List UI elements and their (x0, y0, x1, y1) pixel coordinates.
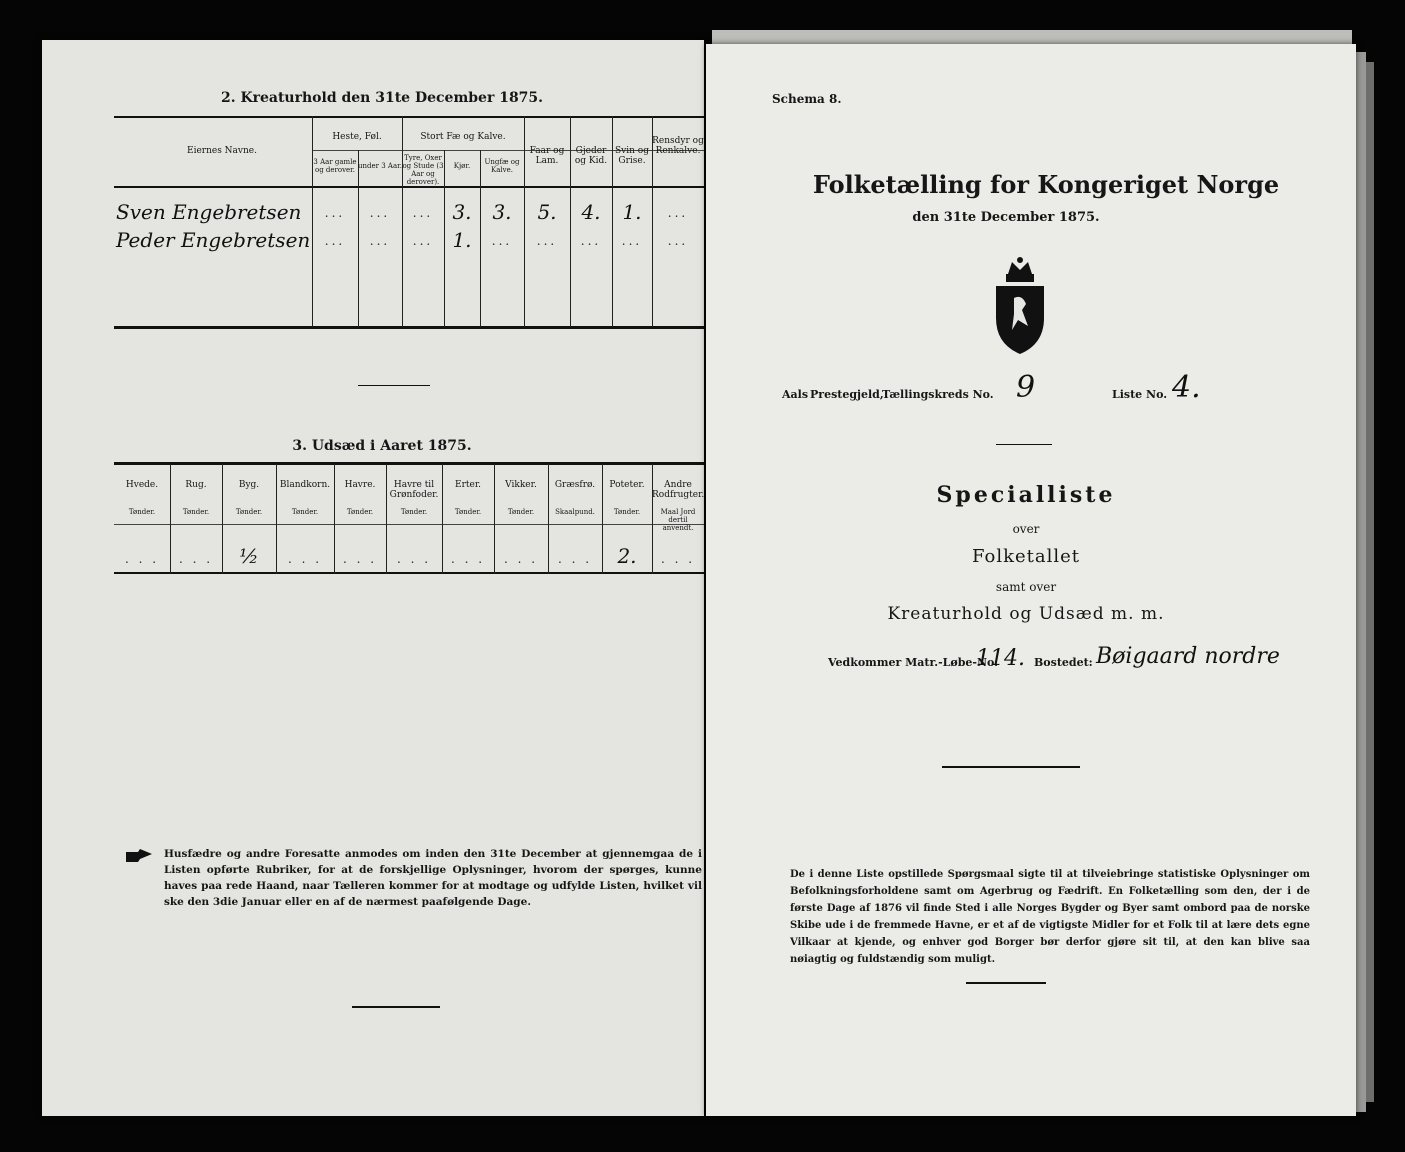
sowing-col-unit: Tønder. (182, 508, 210, 516)
col-sheep-header: Faar og Lam. (529, 146, 565, 166)
divider (996, 444, 1052, 445)
cell-horses-a: ... (324, 206, 346, 220)
cell-horses-b: ... (369, 206, 391, 220)
sowing-col-label: Rug. (185, 480, 207, 490)
col-owner-header: Eiernes Navne. (187, 146, 257, 156)
cell-goats: 4. (581, 200, 601, 224)
sowing-col-unit: Tønder. (454, 508, 482, 516)
col-goats-header: Gjeder og Kid. (574, 146, 608, 166)
sowing-cell: . . . (396, 552, 432, 566)
sowing-cell: . . . (660, 552, 696, 566)
sowing-cell: . . . (503, 552, 539, 566)
cell-sheep: 5. (537, 200, 557, 224)
sowing-cell: . . . (124, 552, 160, 566)
col-reindeer-header: Rensdyr og Renkalve. (652, 136, 704, 156)
bosted-value: Bøigaard nordre (1096, 644, 1280, 669)
section3-title: 3. Udsæd i Aaret 1875. (292, 438, 472, 454)
cell-cows: 3. (452, 200, 472, 224)
col-cattle-b-header: Kjør. (453, 162, 471, 170)
census-title: Folketælling for Kongeriget Norge (812, 170, 1280, 199)
sowing-col-unit: Tønder. (291, 508, 319, 516)
section2-title: 2. Kreaturhold den 31te December 1875. (220, 90, 544, 106)
liste-label: Liste No. (1112, 388, 1168, 401)
prestegjeld-value: Aals (782, 388, 809, 401)
cell-reindeer: ... (667, 206, 689, 220)
schema-label: Schema 8. (772, 92, 842, 106)
cell-pigs: ... (621, 234, 643, 248)
cell-cattle-a: ... (412, 234, 434, 248)
sowing-col-label: Græsfrø. (554, 480, 596, 490)
divider (966, 982, 1046, 984)
coat-of-arms-icon (988, 256, 1052, 356)
sowing-col-label: Havre. (344, 480, 376, 490)
sowing-cell: . . . (450, 552, 486, 566)
sowing-cell: ½ (239, 544, 259, 568)
sowing-col-unit: Tønder. (128, 508, 156, 516)
notice-text: Husfædre og andre Foresatte anmodes om inden den 31te December at gjennemgaa de i Listen opførte Rubriker, for at de forskjellige Oplysninger, hvorom der spørges, kunne haves paa rede Haand, naar Tælleren kommer for at modtage og udfylde Listen, hvilket vil ske den 3die Januar eller en af de nærmest paafølgende Dage. (164, 848, 702, 908)
specialliste-heading: Specialliste (936, 482, 1116, 508)
sowing-cell: . . . (557, 552, 593, 566)
owner-name: Peder Engebretsen (116, 228, 311, 252)
intro-paragraph: De i denne Liste opstillede Spørgsmaal sigte til at tilveiebringe statistiske Oplysninger om Befolkningsforholdene samt om Agerbrug og Fædrift. En Folketælling som den, der i de første Dage af 1876 vil finde Sted i alle Norges Bygder og Byer samt ombord paa de norske Skibe ude i de fremmede Havne, er et af de vigtigste Midler for et Folk til at lære dets egne Vilkaar at kjende, og enhver god Borger bør derfor gjøre sit til, at den kan blive saa nøiagtig og fuldstændig som muligt. (790, 869, 1310, 965)
cell-sheep: ... (536, 234, 558, 248)
sowing-cell: . . . (342, 552, 378, 566)
cell-young: 3. (492, 200, 512, 224)
sowing-col-label: Byg. (238, 480, 260, 490)
col-horses-a-header: 3 Aar gamle og derover. (313, 158, 357, 174)
sowing-col-label: Havre til Grønfoder. (389, 480, 439, 500)
sowing-col-label: Blandkorn. (279, 480, 331, 490)
cell-reindeer: ... (667, 234, 689, 248)
sowing-cell: . . . (178, 552, 214, 566)
sowing-col-unit: Tønder. (613, 508, 641, 516)
kreds-label: Tællingskreds No. (882, 388, 994, 401)
sowing-col-unit: Maal Jord dertil anvendt. (660, 508, 696, 532)
samt-over-text: samt over (995, 580, 1057, 594)
matr-value: 114. (976, 646, 1025, 671)
kreds-value: 9 (1016, 370, 1036, 405)
right-page (706, 44, 1356, 1116)
col-cattle-c-header: Ungfæ og Kalve. (484, 158, 520, 174)
over-text: over (1012, 522, 1040, 536)
pointing-hand-icon (126, 848, 152, 862)
liste-value: 4. (1172, 370, 1201, 405)
sowing-col-label: Hvede. (125, 480, 159, 490)
sowing-col-unit: Skaalpund. (555, 508, 595, 516)
sowing-col-label: Erter. (455, 480, 481, 490)
sowing-cell: 2. (617, 544, 637, 568)
col-cattle-header: Stort Fæ og Kalve. (420, 132, 506, 142)
cell-pigs: 1. (622, 200, 642, 224)
divider (942, 766, 1080, 768)
cell-goats: ... (580, 234, 602, 248)
cell-horses-b: ... (369, 234, 391, 248)
cell-horses-a: ... (324, 234, 346, 248)
census-date: den 31te December 1875. (912, 210, 1100, 225)
matr-label: Vedkommer Matr.-Løbe-No. (828, 656, 998, 669)
col-pigs-header: Svin og Grise. (615, 146, 649, 166)
kreaturhold-heading: Kreaturhold og Udsæd m. m. (887, 604, 1165, 624)
sowing-col-unit: Tønder. (400, 508, 428, 516)
bosted-label: Bostedet: (1034, 656, 1093, 669)
cell-young: ... (491, 234, 513, 248)
cell-cattle-a: ... (412, 206, 434, 220)
col-cattle-a-header: Tyre, Oxer og Stude (3 Aar og derover). (402, 154, 444, 186)
sowing-col-unit: Tønder. (346, 508, 374, 516)
sowing-col-label: Vikker. (505, 480, 537, 490)
divider (352, 1006, 440, 1008)
left-page (42, 40, 704, 1116)
col-horses-header: Heste, Føl. (332, 132, 382, 142)
folketallet-heading: Folketallet (971, 546, 1081, 567)
sowing-col-label: Andre Rodfrugter. (652, 480, 705, 500)
sowing-cell: . . . (287, 552, 323, 566)
sowing-col-unit: Tønder. (235, 508, 263, 516)
divider (358, 385, 430, 386)
prestegjeld-label: Prestegjeld, (810, 388, 884, 401)
owner-name: Sven Engebretsen (116, 200, 302, 224)
sowing-col-label: Poteter. (609, 480, 645, 490)
col-horses-b-header: under 3 Aar. (358, 162, 402, 170)
sowing-col-unit: Tønder. (507, 508, 535, 516)
cell-cows: 1. (452, 228, 472, 252)
